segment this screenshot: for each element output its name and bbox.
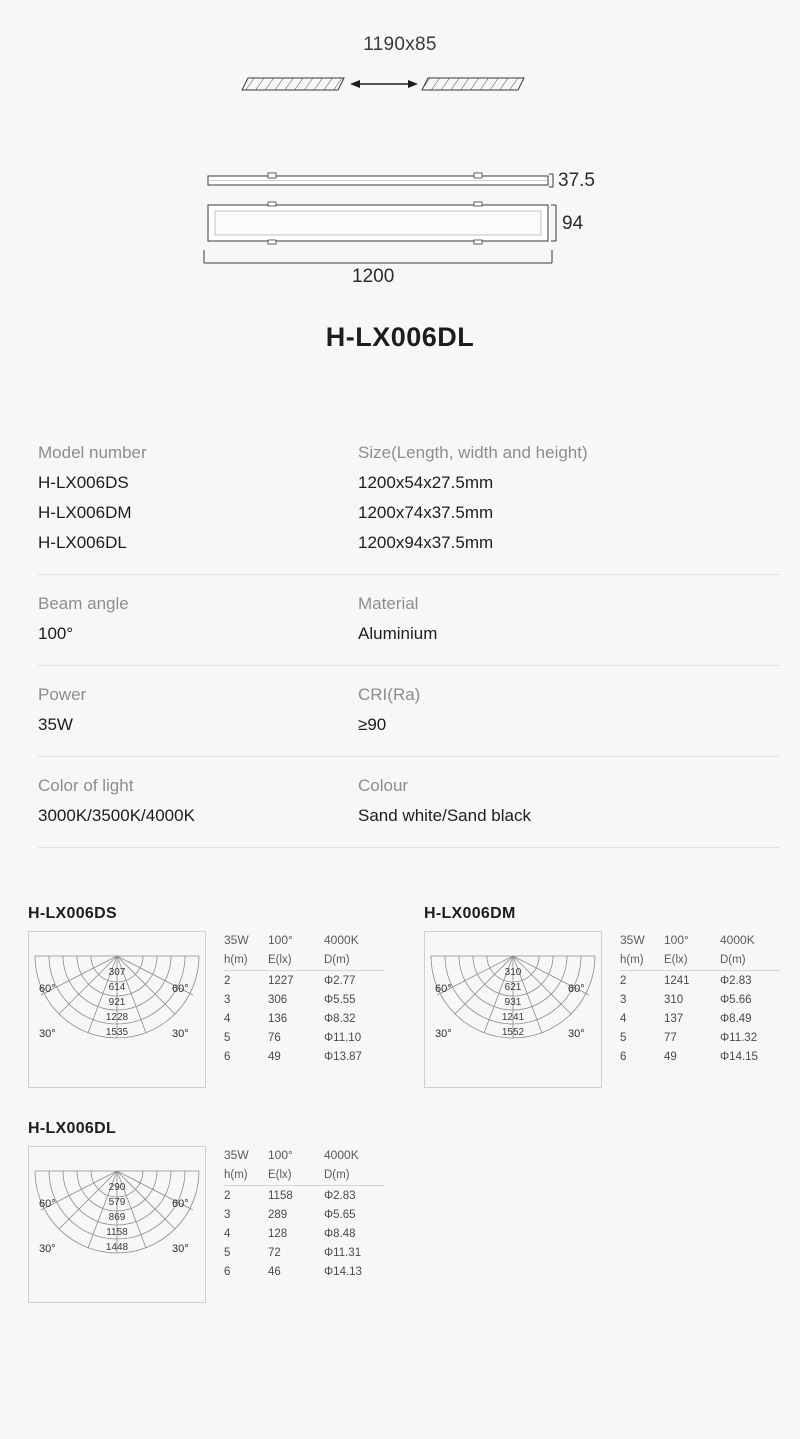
spec-block-model <box>38 424 780 575</box>
photometric-cct: 4000K <box>324 933 359 947</box>
photometric-power: 35W <box>224 933 249 947</box>
drawing-width-label: 1200 <box>352 266 395 287</box>
col-header-h: h(m) <box>620 952 664 971</box>
cell-h: 2 <box>224 975 231 987</box>
cell-h: 5 <box>224 1247 231 1259</box>
col-header-d: D(m) <box>324 1167 384 1186</box>
photometric-title: H-LX006DM <box>424 905 516 922</box>
table-row <box>224 1047 384 1066</box>
product-drawing-svg <box>0 160 800 300</box>
spec-block-beam-material <box>38 575 780 666</box>
iso-value-3: 921 <box>108 997 126 1008</box>
iso-value-5: 1552 <box>501 1027 525 1038</box>
iso-value-1: 307 <box>108 967 126 978</box>
iso-value-1: 310 <box>504 967 522 978</box>
spec-value: Sand white/Sand black <box>358 806 531 825</box>
spec-value: 35W <box>38 715 73 734</box>
table-row <box>620 990 780 1009</box>
photometric-table <box>224 931 384 1066</box>
table-row <box>224 971 384 991</box>
spec-label: CRI(Ra) <box>358 685 421 704</box>
iso-value-4: 1158 <box>106 1227 128 1238</box>
cell-h: 4 <box>620 1013 627 1025</box>
spec-value: H-LX006DL <box>38 533 127 552</box>
cell-e: 310 <box>664 994 684 1006</box>
spec-left-color-of-light <box>38 771 358 831</box>
table-row <box>224 990 384 1009</box>
cell-h: 5 <box>224 1032 231 1044</box>
col-header-h: h(m) <box>224 1167 268 1186</box>
light-distribution-svg <box>425 932 601 1087</box>
spec-label: Beam angle <box>38 594 129 613</box>
spec-left-beam-angle <box>38 589 358 649</box>
iso-value-2: 621 <box>504 982 522 993</box>
spec-block-color <box>38 757 780 848</box>
cell-e: 128 <box>268 1228 288 1240</box>
angle-label-right-60: 60° <box>568 983 585 995</box>
cell-e: 77 <box>664 1032 677 1044</box>
top-dimension-label: 1190x85 <box>363 34 437 55</box>
iso-value-2: 579 <box>108 1197 126 1208</box>
cell-e: 46 <box>268 1266 281 1278</box>
cell-d: Φ2.83 <box>324 1190 356 1202</box>
top-dimension-block <box>0 34 800 100</box>
cell-h: 6 <box>224 1051 231 1063</box>
spec-value: 100° <box>38 624 74 643</box>
photometric-card-ds <box>28 905 384 1088</box>
cell-h: 2 <box>620 975 627 987</box>
table-row <box>620 1028 780 1047</box>
spec-left-power <box>38 680 358 740</box>
col-header-e: E(lx) <box>268 952 324 971</box>
col-header-d: D(m) <box>720 952 780 971</box>
cell-d: Φ8.32 <box>324 1013 356 1025</box>
cell-d: Φ5.66 <box>720 994 752 1006</box>
angle-label-right-60: 60° <box>172 1198 189 1210</box>
table-row <box>224 1186 384 1206</box>
page-title: H-LX006DL <box>325 322 475 352</box>
spec-label: Size(Length, width and height) <box>358 443 588 462</box>
spec-value: ≥90 <box>358 715 387 734</box>
cell-d: Φ2.77 <box>324 975 356 987</box>
photometric-beam: 100° <box>268 1148 293 1162</box>
photometric-power: 35W <box>620 933 645 947</box>
iso-value-4: 1228 <box>105 1012 129 1023</box>
cell-e: 306 <box>268 994 288 1006</box>
cell-d: Φ8.48 <box>324 1228 356 1240</box>
table-row <box>620 1047 780 1066</box>
iso-value-4: 1241 <box>501 1012 525 1023</box>
spec-value: H-LX006DS <box>38 473 129 492</box>
table-row <box>224 1028 384 1047</box>
light-distribution-diagram <box>28 931 206 1088</box>
top-dimension-drawing <box>0 64 800 100</box>
cell-d: Φ11.32 <box>720 1032 758 1044</box>
iso-value-5: 1535 <box>105 1027 129 1038</box>
angle-label-left-30: 30° <box>435 1028 452 1040</box>
cell-d: Φ14.13 <box>324 1266 362 1278</box>
cell-e: 1158 <box>268 1190 293 1202</box>
hatched-strip-svg <box>0 64 800 100</box>
photometric-beam: 100° <box>664 933 689 947</box>
angle-label-right-30: 30° <box>172 1028 189 1040</box>
angle-label-left-60: 60° <box>435 983 452 995</box>
cell-d: Φ2.83 <box>720 975 752 987</box>
iso-value-5: 1448 <box>105 1242 129 1253</box>
cell-d: Φ13.87 <box>324 1051 362 1063</box>
cell-d: Φ11.10 <box>324 1032 362 1044</box>
table-row <box>224 1224 384 1243</box>
spec-label: Color of light <box>38 776 134 795</box>
table-row <box>224 1205 384 1224</box>
table-row <box>620 1009 780 1028</box>
spec-value: Aluminium <box>358 624 438 643</box>
light-distribution-svg <box>29 932 205 1087</box>
light-distribution-diagram <box>424 931 602 1088</box>
photometric-card-dm <box>424 905 780 1088</box>
spec-left-model <box>38 438 358 558</box>
photometric-title: H-LX006DS <box>28 905 117 922</box>
photometric-beam: 100° <box>268 933 293 947</box>
cell-e: 72 <box>268 1247 281 1259</box>
spec-value: 3000K/3500K/4000K <box>38 806 195 825</box>
cell-d: Φ5.55 <box>324 994 356 1006</box>
spec-right-colour <box>358 771 778 831</box>
table-row <box>620 971 780 991</box>
spec-value: 1200x74x37.5mm <box>358 503 494 522</box>
cell-e: 49 <box>268 1051 281 1063</box>
iso-value-3: 869 <box>108 1212 126 1223</box>
specifications-table <box>38 424 780 848</box>
spec-label: Power <box>38 685 87 704</box>
table-row <box>224 1243 384 1262</box>
col-header-d: D(m) <box>324 952 384 971</box>
spec-value: 1200x94x37.5mm <box>358 533 494 552</box>
photometric-table <box>224 1146 384 1281</box>
table-row <box>224 1009 384 1028</box>
photometric-table <box>620 931 780 1066</box>
photometric-cct: 4000K <box>324 1148 359 1162</box>
cell-d: Φ14.15 <box>720 1051 758 1063</box>
col-header-e: E(lx) <box>664 952 720 971</box>
cell-h: 6 <box>620 1051 627 1063</box>
angle-label-right-30: 30° <box>172 1243 189 1255</box>
product-drawing <box>0 160 800 300</box>
spec-block-power-cri <box>38 666 780 757</box>
angle-label-right-60: 60° <box>172 983 189 995</box>
cell-d: Φ5.65 <box>324 1209 356 1221</box>
spec-value: 1200x54x27.5mm <box>358 473 494 492</box>
cell-e: 137 <box>664 1013 684 1025</box>
cell-h: 4 <box>224 1228 231 1240</box>
spec-label: Material <box>358 594 419 613</box>
drawing-depth-label: 94 <box>562 213 584 234</box>
angle-label-left-30: 30° <box>39 1243 56 1255</box>
cell-h: 3 <box>620 994 627 1006</box>
iso-value-2: 614 <box>108 982 126 993</box>
cell-e: 1227 <box>268 975 294 987</box>
table-row <box>224 1262 384 1281</box>
photometric-title: H-LX006DL <box>28 1120 117 1137</box>
cell-e: 1241 <box>664 975 690 987</box>
angle-label-right-30: 30° <box>568 1028 585 1040</box>
cell-e: 49 <box>664 1051 677 1063</box>
cell-h: 4 <box>224 1013 231 1025</box>
cell-h: 5 <box>620 1032 627 1044</box>
cell-h: 6 <box>224 1266 231 1278</box>
cell-d: Φ8.49 <box>720 1013 752 1025</box>
spec-label: Model number <box>38 443 147 462</box>
cell-d: Φ11.31 <box>324 1247 362 1259</box>
photometric-cct: 4000K <box>720 933 755 947</box>
cell-e: 136 <box>268 1013 288 1025</box>
spec-value: H-LX006DM <box>38 503 132 522</box>
spec-right-size <box>358 438 778 558</box>
iso-value-1: 290 <box>108 1182 126 1193</box>
cell-h: 3 <box>224 994 231 1006</box>
drawing-height-label: 37.5 <box>558 170 595 191</box>
cell-e: 289 <box>268 1209 288 1221</box>
angle-label-left-60: 60° <box>39 1198 56 1210</box>
light-distribution-diagram <box>28 1146 206 1303</box>
cell-h: 2 <box>224 1190 231 1202</box>
cell-e: 76 <box>268 1032 281 1044</box>
spec-right-cri <box>358 680 778 740</box>
cell-h: 3 <box>224 1209 231 1221</box>
photometric-power: 35W <box>224 1148 249 1162</box>
angle-label-left-60: 60° <box>39 983 56 995</box>
col-header-e: E(lx) <box>268 1167 324 1186</box>
light-distribution-svg <box>29 1147 205 1302</box>
col-header-h: h(m) <box>224 952 268 971</box>
iso-value-3: 931 <box>504 997 522 1008</box>
spec-right-material <box>358 589 778 649</box>
angle-label-left-30: 30° <box>39 1028 56 1040</box>
spec-label: Colour <box>358 776 409 795</box>
photometric-card-dl <box>28 1120 384 1303</box>
